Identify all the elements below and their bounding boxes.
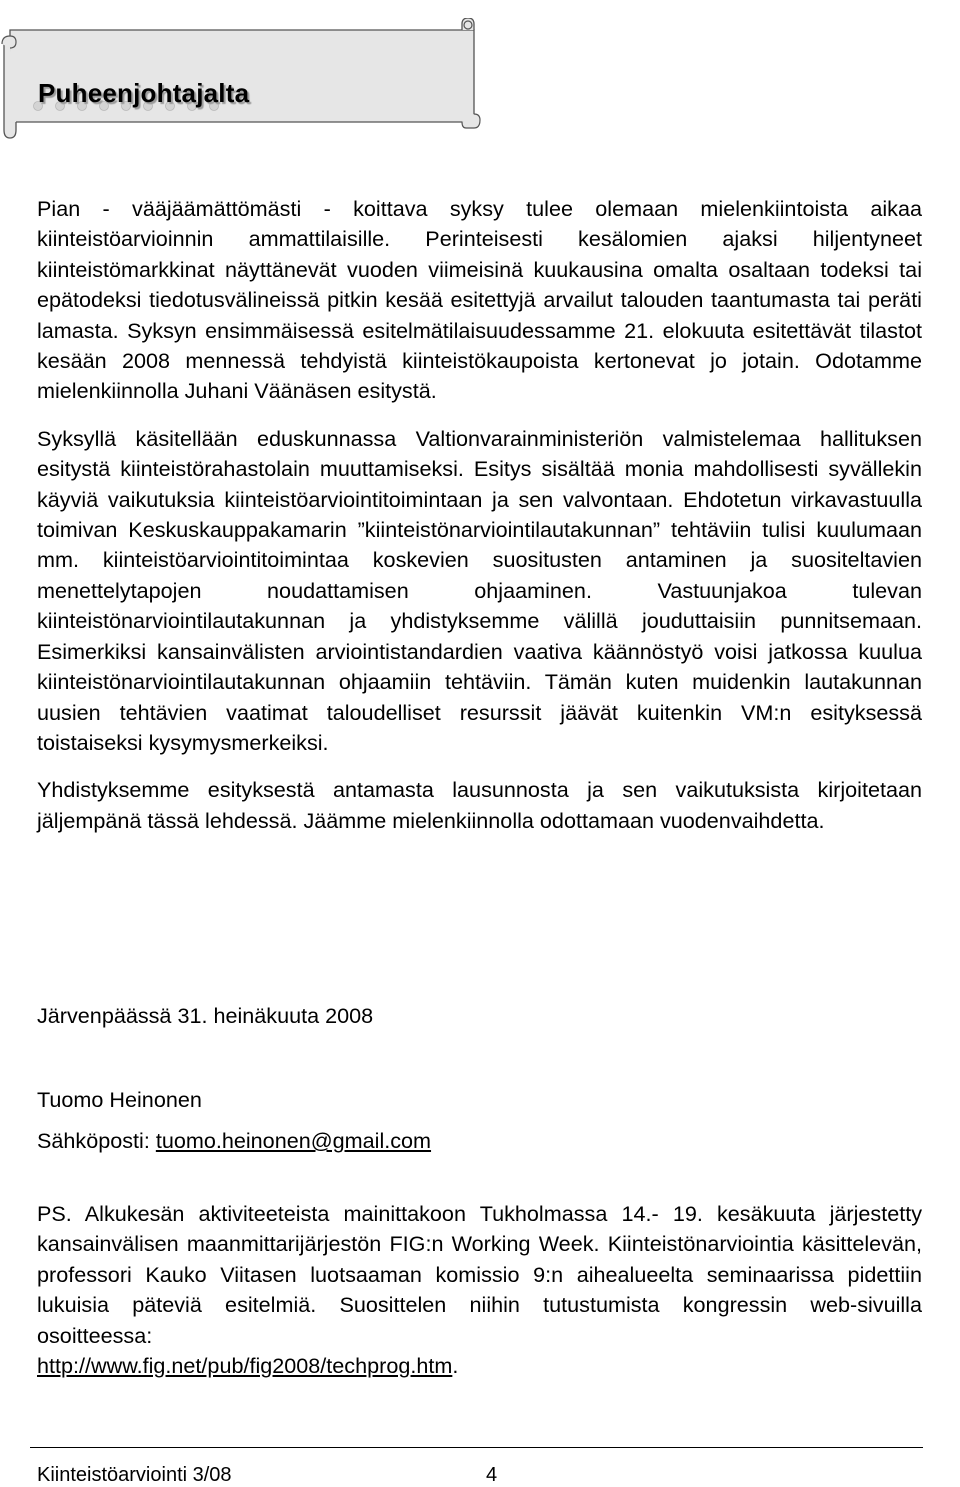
footer-page-number: 4 (486, 1464, 498, 1486)
link-suffix: . (452, 1353, 459, 1379)
article-body (37, 194, 922, 836)
footer-divider (30, 1447, 923, 1448)
email-label: Sähköposti: (37, 1128, 156, 1153)
paragraph-legislation: Syksyllä käsitellään eduskunnassa Valtionvarainministeriön valmistelemaa hallituksen esitystä kiinteistörahastolain muuttamiseksi. Esitys sisältää monia mahdollisesti syvällekin käyviä vaikutuksia kiinteistöarviointitoimintaan ja sen valvontaan. Ehdotetun virkavastuulla toimivan Keskuskauppakamarin ”kiinteistönarviointilautakunnan” tehtäviin tulisi kuulumaan mm. kiinteistöarviointitoimintaa koskevien suositusten antaminen ja suositeltavien menettelytapojen noudattamisen ohjaaminen. Vastuunjakoa tulevan kiinteistönarviointilautakunnan ja yhdistyksemme välillä jouduttaisiin punnitsemaan. Esimerkiksi kansainvälisten arviointistandardien vaativa käännöstyö voisi jatkossa kuulua kiinteistönarviointilautakunnan ohjaamiin tehtäviin. Tämän kuten muidenkin lautakunnan uusien tehtävien vaatimat taloudelliset resurssit jäävät kuitenkin VM:n esityksessä toistaiseksi kysymysmerkeiksi. (37, 425, 922, 755)
email-link[interactable]: tuomo.heinonen@gmail.com (155, 1128, 432, 1153)
postscript (37, 1199, 922, 1381)
email-line (37, 1128, 431, 1154)
postscript-paragraph (37, 1199, 922, 1381)
paragraph-intro: Pian - vääjäämättömästi - koittava syksy tulee olemaan mielenkiintoista aikaa kiinteistöarvioinnin ammattilaisille. Perinteisesti kesälomien ajaksi hiljentyneet kiinteistömarkkinat näyttänevät vuoden viimeisinä kuukausina omalta osaltaan todeksi tai epätodeksi tiedotusvälineissä pitkin kesää esitettyjä arvailut talouden taantumasta tai peräti lamasta. Syksyn ensimmäisessä esitelmätilaisuudessamme 21. elokuuta esitettävät tilastot kesään 2008 mennessä tehdyistä kiinteistökaupoista kertonevat jo jotain. Odotamme mielenkiinnolla Juhani Väänäsen esitystä. (37, 196, 922, 404)
date-line: Järvenpäässä 31. heinäkuuta 2008 (37, 1003, 374, 1028)
conference-link[interactable]: http://www.fig.net/pub/fig2008/techprog.htm (37, 1353, 453, 1379)
page-title: Puheenjohtajalta (38, 78, 250, 108)
footer-publication: Kiinteistöarviointi 3/08 (37, 1464, 232, 1486)
postscript-text: PS. Alkukesän aktiviteeteista mainittakoon Tukholmassa 14.- 19. kesäkuuta järjestetty kansainvälisen maanmittarijärjestön FIG:n Working Week. Kiinteistönarviointia käsittelevän, professori Kauko Viitasen luotsaaman komissio 9:n aihealueelta seminaarissa pidettiin lukuisia päteviä esitelmiä. Suosittelen niihin tutustumista kongressin web-sivuilla osoitteessa: (37, 1201, 922, 1348)
paragraph-conclusion: Yhdistyksemme esityksestä antamasta lausunnosta ja sen vaikutuksista kirjoitetaan jäljempänä tässä lehdessä. Jäämme mielenkiinnolla odottamaan vuodenvaihdetta. (37, 777, 922, 833)
header-scroll-banner (0, 18, 482, 140)
signer-name: Tuomo Heinonen (37, 1087, 202, 1112)
